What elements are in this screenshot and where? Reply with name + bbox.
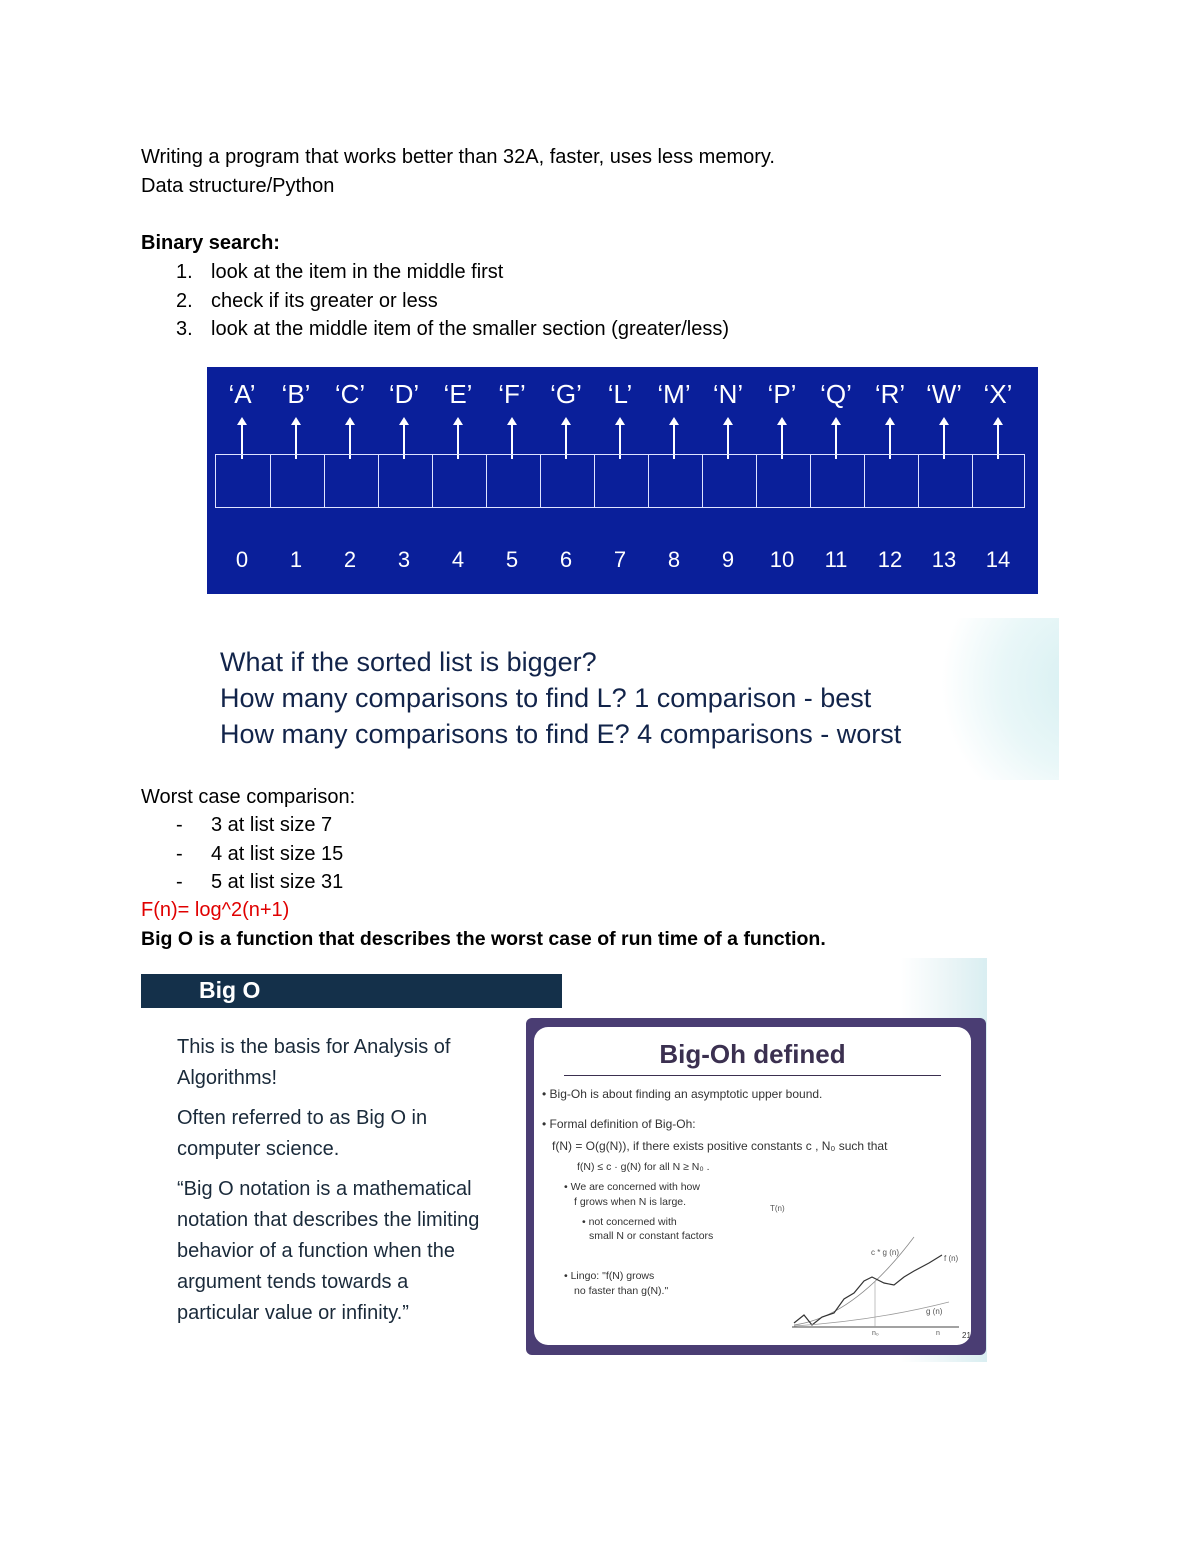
- bullet-1: • Big-Oh is about finding an asymptotic upper bound.: [542, 1087, 823, 1101]
- bullet-3-sub-2: small N or constant factors: [589, 1230, 714, 1242]
- array-index: 9: [721, 547, 735, 572]
- bullet-3-line-2: f grows when N is large.: [574, 1196, 687, 1208]
- list-item: 5 at list size 31: [211, 871, 344, 893]
- cell-divider: [864, 455, 865, 507]
- list-item: 4 at list size 15: [211, 843, 344, 865]
- curve-f: [794, 1255, 942, 1325]
- array-index: 1: [289, 547, 303, 572]
- cell-divider: [594, 455, 595, 507]
- big-o-header-title: Big O: [199, 977, 261, 1003]
- binary-search-array-figure: [207, 367, 1038, 594]
- list-dash: -: [176, 814, 183, 836]
- cell-divider: [648, 455, 649, 507]
- array-index: 5: [505, 547, 519, 572]
- question-line-3: How many comparisons to find E? 4 comparisons - worst: [220, 719, 902, 749]
- array-index: 14: [985, 547, 1011, 572]
- bullet-2-definition: f(N) = O(g(N)), if there exists positive constants c , N₀ such that: [552, 1139, 888, 1153]
- step-number: 3.: [176, 318, 193, 340]
- slide-decoration: [919, 618, 1059, 780]
- slide-page-number: 21: [962, 1331, 971, 1340]
- array-index: 2: [343, 547, 357, 572]
- intro-line-2: Data structure/Python: [141, 175, 335, 197]
- text-line: Often referred to as Big O in: [177, 1107, 428, 1129]
- text-line: This is the basis for Analysis of: [177, 1036, 451, 1058]
- text-line: computer science.: [177, 1138, 340, 1160]
- big-o-statement: Big O is a function that describes the worst case of run time of a function.: [141, 928, 826, 950]
- text-line: argument tends towards a: [177, 1271, 409, 1293]
- array-letter: ‘A’: [228, 379, 256, 409]
- cell-divider: [972, 455, 973, 507]
- graph-cg-label: c * g (n): [871, 1248, 900, 1257]
- question-line-1: What if the sorted list is bigger?: [220, 647, 597, 677]
- array-index: 11: [824, 547, 848, 572]
- text-line: notation that describes the limiting: [177, 1209, 480, 1231]
- big-o-paragraph-2: [177, 1103, 427, 1165]
- step-text: look at the item in the middle first: [211, 261, 504, 283]
- array-index: 10: [769, 547, 795, 572]
- array-letter: ‘C’: [334, 379, 366, 409]
- cell-divider: [810, 455, 811, 507]
- bullet-2-condition: f(N) ≤ c · g(N) for all N ≥ N₀ .: [577, 1161, 710, 1173]
- array-letter: ‘D’: [388, 379, 420, 409]
- list-dash: -: [176, 871, 183, 893]
- big-oh-slide-body: [534, 1027, 971, 1345]
- step-text: check if its greater or less: [211, 290, 438, 312]
- cell-divider: [270, 455, 271, 507]
- bullet-4-line-1: • Lingo: "f(N) grows: [564, 1270, 655, 1282]
- worst-case-heading: Worst case comparison:: [141, 786, 356, 808]
- text-line: “Big O notation is a mathematical: [177, 1178, 472, 1200]
- array-index: 12: [877, 547, 903, 572]
- cell-divider: [432, 455, 433, 507]
- comparisons-slide: [207, 618, 1059, 780]
- array-letter: ‘Q’: [820, 379, 852, 409]
- array-letter: ‘B’: [281, 379, 311, 409]
- graph-g-label: g (n): [926, 1307, 943, 1316]
- array-index: 3: [397, 547, 411, 572]
- title-rule: [564, 1075, 941, 1076]
- graph-f-label: f (n): [944, 1254, 959, 1263]
- array-letter: ‘W’: [925, 379, 963, 409]
- graph-y-label: T(n): [770, 1204, 785, 1213]
- array-letter: ‘R’: [874, 379, 906, 409]
- cell-divider: [378, 455, 379, 507]
- list-item: 3 at list size 7: [211, 814, 333, 836]
- list-dash: -: [176, 843, 183, 865]
- step-text: look at the middle item of the smaller section (greater/less): [211, 318, 729, 340]
- array-letter: ‘M’: [657, 379, 691, 409]
- array-index: 0: [235, 547, 249, 572]
- binary-search-heading: Binary search:: [141, 232, 280, 254]
- array-cells: [215, 454, 1025, 508]
- text-line: behavior of a function when the: [177, 1240, 455, 1262]
- big-o-slide: [141, 958, 987, 1362]
- graph-n0-label: n₀: [872, 1330, 879, 1337]
- big-o-header-bar: [141, 974, 562, 1008]
- cell-divider: [918, 455, 919, 507]
- graph-n-label: n: [936, 1330, 940, 1337]
- text-line: Algorithms!: [177, 1067, 278, 1089]
- question-line-2: How many comparisons to find L? 1 comparison - best: [220, 683, 872, 713]
- array-index: 6: [559, 547, 573, 572]
- array-letter: ‘E’: [443, 379, 473, 409]
- array-letter: ‘L’: [607, 379, 633, 409]
- step-number: 2.: [176, 290, 193, 312]
- array-letter: ‘F’: [498, 379, 526, 409]
- text-line: particular value or infinity.”: [177, 1302, 409, 1324]
- bullet-3-sub-1: • not concerned with: [582, 1216, 677, 1228]
- formula: F(n)= log^2(n+1): [141, 899, 290, 921]
- array-letter: ‘G’: [550, 379, 582, 409]
- big-oh-graph: [764, 1197, 969, 1345]
- cell-divider: [702, 455, 703, 507]
- intro-line-1: Writing a program that works better than 32A, faster, uses less memory.: [141, 146, 775, 168]
- cell-divider: [540, 455, 541, 507]
- cell-divider: [756, 455, 757, 507]
- big-o-paragraph-1: [177, 1032, 450, 1094]
- array-index: 7: [613, 547, 627, 572]
- array-letter: ‘N’: [712, 379, 744, 409]
- big-oh-defined-slide: [526, 1018, 986, 1355]
- bullet-3-line-1: • We are concerned with how: [564, 1181, 700, 1193]
- step-number: 1.: [176, 261, 193, 283]
- cell-divider: [486, 455, 487, 507]
- array-index: 13: [931, 547, 957, 572]
- big-oh-title: Big-Oh defined: [659, 1039, 846, 1069]
- array-index: 8: [667, 547, 681, 572]
- big-o-paragraph-3: [177, 1174, 479, 1329]
- array-letter: ‘P’: [767, 379, 797, 409]
- bullet-2: • Formal definition of Big-Oh:: [542, 1117, 696, 1131]
- bullet-4-line-2: no faster than g(N).": [574, 1285, 669, 1297]
- cell-divider: [324, 455, 325, 507]
- array-letter: ‘X’: [983, 379, 1013, 409]
- array-index: 4: [451, 547, 465, 572]
